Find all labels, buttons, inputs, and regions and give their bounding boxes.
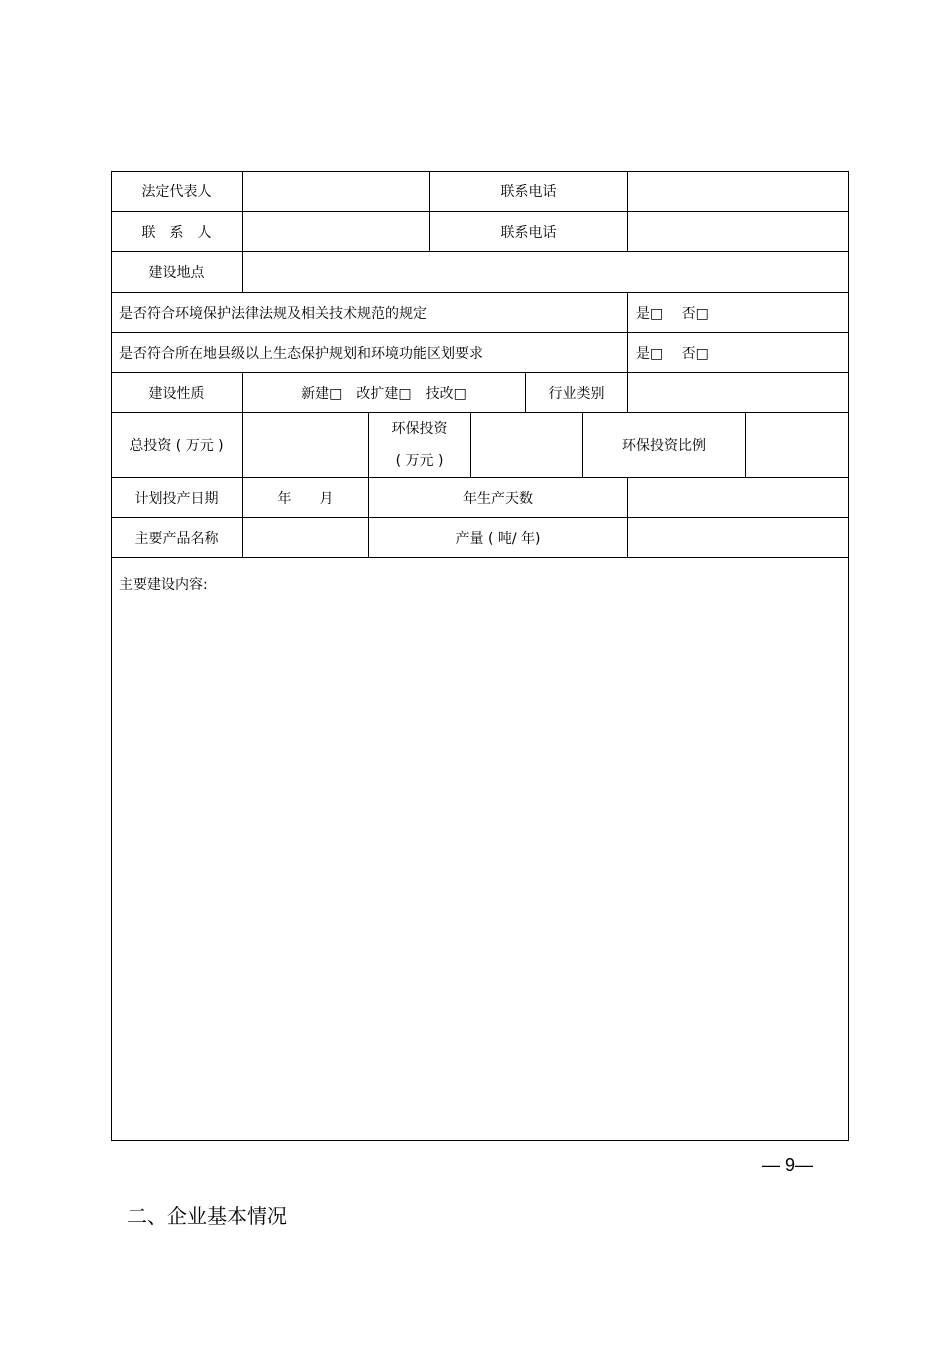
contact-person-field[interactable] (243, 212, 429, 251)
eco-plan-compliance-options[interactable]: 是□ 否□ (636, 345, 709, 362)
env-investment-label (369, 413, 470, 477)
section-heading: 二、企业基本情况 (127, 1204, 287, 1228)
legal-rep-phone-field[interactable] (628, 171, 849, 211)
planned-production-date-label: 计划投产日期 (134, 490, 219, 507)
env-investment-ratio-label: 环保投资比例 (622, 438, 706, 454)
main-construction-content-field[interactable] (112, 599, 848, 1139)
env-regulation-compliance-options[interactable]: 是□ 否□ (636, 305, 709, 322)
env-investment-label-line1: 环保投资 (391, 421, 448, 437)
construction-site-label: 建设地点 (148, 265, 205, 281)
total-investment-field[interactable] (243, 413, 368, 477)
planned-production-date-field[interactable]: 年 月 (277, 490, 334, 507)
legal-representative-label: 法定代表人 (141, 184, 212, 200)
env-investment-label-line2: ( 万元 ) (395, 453, 444, 469)
env-investment-ratio-field[interactable] (746, 413, 849, 477)
construction-site-field[interactable] (243, 252, 849, 292)
total-investment-label: 总投资 ( 万元 ) (129, 438, 224, 454)
legal-representative-field[interactable] (243, 171, 429, 211)
output-label: 产量 ( 吨/ 年) (455, 530, 541, 547)
phone-label: 联系电话 (500, 224, 557, 241)
env-regulation-compliance-question: 是否符合环境保护法律法规及相关技术规范的规定 (119, 305, 427, 322)
main-product-name-label: 主要产品名称 (134, 530, 219, 547)
contact-person-label: 联 系 人 (141, 224, 212, 241)
eco-plan-compliance-question: 是否符合所在地县级以上生态保护规划和环境功能区划要求 (119, 345, 483, 362)
industry-category-field[interactable] (628, 373, 849, 412)
construction-nature-options[interactable]: 新建□ 改扩建□ 技改□ (301, 385, 467, 402)
main-product-name-field[interactable] (243, 518, 368, 557)
page-number: — 9— (762, 1155, 814, 1175)
construction-nature-label: 建设性质 (148, 385, 205, 402)
industry-category-label: 行业类别 (548, 385, 605, 402)
annual-production-days-field[interactable] (628, 478, 849, 517)
row-divider (111, 557, 849, 558)
project-info-form (111, 171, 849, 1141)
output-field[interactable] (628, 518, 849, 557)
contact-phone-field[interactable] (628, 212, 849, 251)
phone-label: 联系电话 (500, 184, 557, 200)
annual-production-days-label: 年生产天数 (463, 490, 533, 507)
env-investment-field[interactable] (471, 413, 582, 477)
main-construction-content-label: 主要建设内容: (119, 577, 208, 593)
